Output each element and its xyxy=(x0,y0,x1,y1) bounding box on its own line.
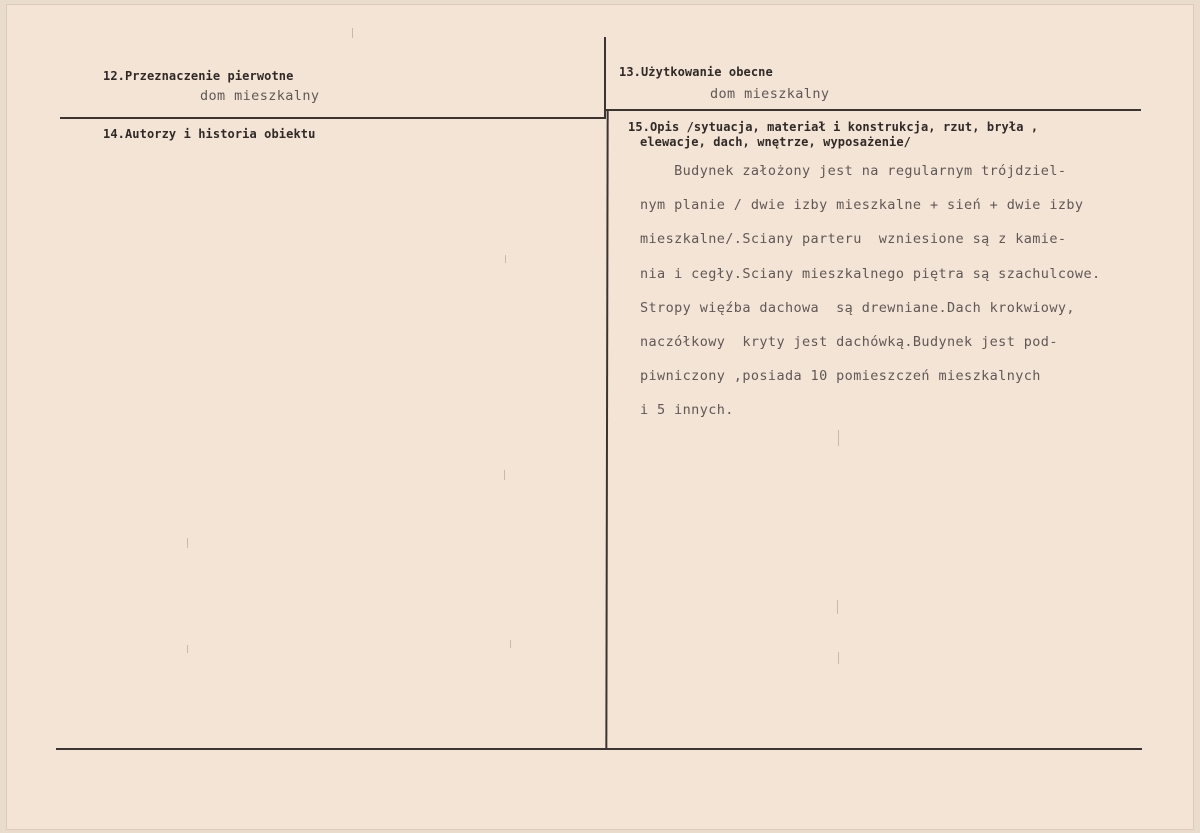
paper-speck xyxy=(352,28,353,38)
paper-speck xyxy=(187,538,188,548)
field-15-label-line-1: 15.Opis /sytuacja, materiał i konstrukcja, rzut, bryła , xyxy=(628,120,1039,134)
paper-speck xyxy=(510,640,511,648)
top-left-rule xyxy=(60,117,606,119)
paper-speck xyxy=(505,255,506,263)
paper-speck xyxy=(838,430,839,446)
paper-speck xyxy=(187,645,188,653)
field-15-description xyxy=(640,160,1101,434)
field-12-label: 12.Przeznaczenie pierwotne xyxy=(103,69,294,83)
field-14-label: 14.Autorzy i historia obiektu xyxy=(103,127,316,141)
paper-speck xyxy=(504,470,505,480)
description-line: naczółkowy kryty jest dachówką.Budynek jest pod- xyxy=(640,333,1058,350)
description-line: mieszkalne/.Sciany parteru wzniesione są z kamie- xyxy=(640,231,1067,248)
field-12-value: dom mieszkalny xyxy=(200,88,320,104)
field-13-label: 13.Użytkowanie obecne xyxy=(619,65,773,79)
description-line: nia i cegły.Sciany mieszkalnego piętra są szachulcowe. xyxy=(640,265,1101,282)
field-13-value: dom mieszkalny xyxy=(710,86,830,102)
vertical-divider xyxy=(604,37,606,119)
paper-speck xyxy=(837,600,838,614)
description-line: i 5 innych. xyxy=(640,402,734,419)
description-line: piwniczony ,posiada 10 pomieszczeń mieszkalnych xyxy=(640,368,1041,385)
description-line: nym planie / dwie izby mieszkalne + sień + dwie izby xyxy=(640,197,1084,214)
paper-speck xyxy=(838,652,839,664)
top-right-rule xyxy=(606,109,1141,111)
description-line: Stropy więźba dachowa są drewniane.Dach krokwiowy, xyxy=(640,299,1075,316)
bottom-rule xyxy=(56,748,1142,750)
description-line: Budynek założony jest na regularnym trójdziel- xyxy=(640,163,1067,179)
field-15-label-line-2: elewacje, dach, wnętrze, wyposażenie/ xyxy=(640,135,912,149)
